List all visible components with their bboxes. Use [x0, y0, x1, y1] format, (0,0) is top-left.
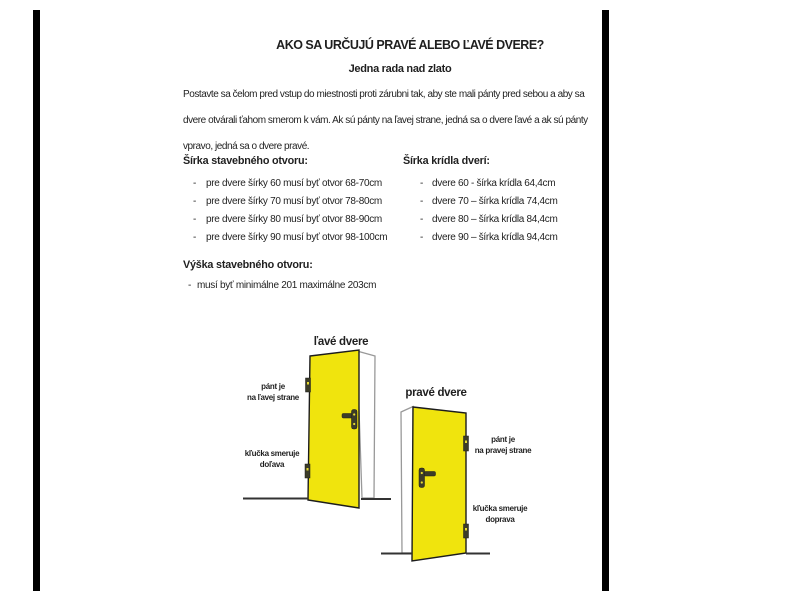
right-hinge-annotation [471, 435, 535, 456]
section-opening-height [183, 259, 443, 298]
scan-artifact-bar-left [33, 10, 40, 591]
annotation-line: na pravej strane [474, 445, 532, 455]
list-item-text: dvere 90 – šírka krídla 94,4cm [432, 232, 558, 243]
bullet-dash: - [193, 214, 197, 225]
intro-paragraph [183, 82, 633, 160]
page-title: AKO SA URČUJÚ PRAVÉ ALEBO ĽAVÉ DVERE? [276, 38, 544, 52]
section-opening-width [183, 155, 403, 250]
bullet-dash: - [420, 214, 424, 225]
list-item [403, 178, 613, 196]
section-heading: Šírka krídla dverí: [403, 155, 490, 167]
bullet-dash: - [420, 196, 424, 207]
intro-line: vpravo, jedná sa o dvere pravé. [183, 141, 310, 152]
intro-line: dvere otvárali ťahom smerom k vám. Ak sú pánty na ľavej strane, jedná sa o dvere ľavé a ak sú pánty [183, 115, 588, 126]
annotation-line: kľučka smeruje [472, 504, 528, 513]
section-heading: Šírka stavebného otvoru: [183, 155, 308, 167]
right-door-frame [401, 407, 413, 554]
list-item-text: dvere 70 – šírka krídla 74,4cm [432, 196, 558, 207]
list-item [183, 178, 403, 196]
list-item [403, 196, 613, 214]
list-item-text: pre dvere šírky 80 musí byť otvor 88-90cm [206, 214, 382, 225]
bullet-list [183, 280, 443, 298]
right-door-label: pravé dvere [405, 387, 467, 399]
bullet-dash: - [188, 280, 192, 291]
list-item [183, 196, 403, 214]
annotation-line: doprava [485, 514, 515, 524]
hinge-icon [306, 378, 311, 392]
bullet-dash: - [420, 178, 424, 189]
left-door-label: ľavé dvere [313, 336, 369, 348]
bullet-dash: - [420, 232, 424, 243]
list-item-text: pre dvere šírky 60 musí byť otvor 68-70cm [206, 178, 382, 189]
list-item-text: dvere 80 – šírka krídla 84,4cm [432, 214, 558, 225]
bullet-list [183, 178, 403, 250]
list-item-text: pre dvere šírky 90 musí byť otvor 98-100cm [206, 232, 388, 243]
list-item-text: musí byť minimálne 201 maximálne 203cm [197, 280, 377, 291]
annotation-line: doľava [259, 459, 285, 469]
page-subtitle: Jedna rada nad zlato [348, 63, 452, 75]
left-door-panel [308, 350, 359, 508]
bullet-list [403, 178, 613, 250]
list-item [183, 232, 403, 250]
hinge-icon [464, 524, 469, 538]
section-leaf-width [403, 155, 613, 250]
section-heading: Výška stavebného otvoru: [183, 259, 313, 271]
list-item-text: dvere 60 - šírka krídla 64,4cm [432, 178, 556, 189]
right-handle-annotation [468, 504, 532, 525]
annotation-line: kľučka smeruje [244, 449, 300, 458]
list-item [403, 232, 613, 250]
hinge-icon [464, 436, 469, 451]
list-item [183, 214, 403, 232]
list-item [403, 214, 613, 232]
left-hinge-annotation [240, 382, 306, 403]
intro-line: Postavte sa čelom pred vstup do miestnosti proti zárubni tak, aby ste mali pánty pred sebou a aby sa [183, 89, 585, 100]
annotation-line: pánt je [491, 435, 515, 444]
bullet-dash: - [193, 178, 197, 189]
bullet-dash: - [193, 196, 197, 207]
annotation-line: pánt je [261, 382, 285, 391]
bullet-dash: - [193, 232, 197, 243]
annotation-line: na ľavej strane [247, 392, 299, 402]
left-handle-annotation [238, 449, 306, 470]
list-item-text: pre dvere šírky 70 musí byť otvor 78-80cm [206, 196, 382, 207]
list-item [183, 280, 443, 298]
